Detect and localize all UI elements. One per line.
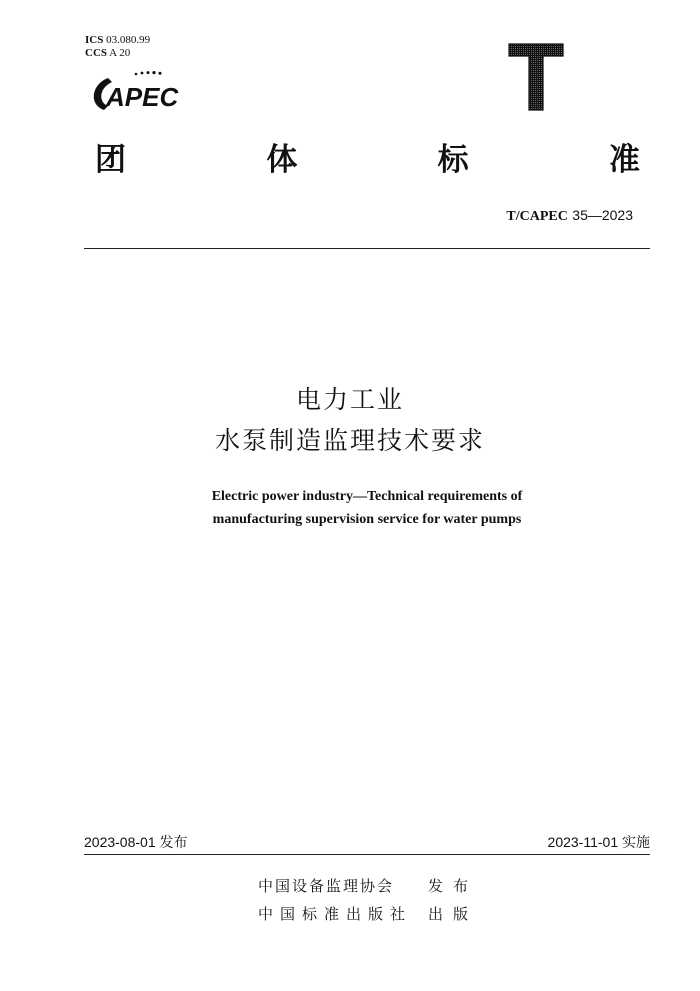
- capec-logo: [86, 68, 190, 114]
- english-title-line-2: manufacturing supervision service for water pumps: [212, 512, 522, 527]
- ics-line: [85, 34, 150, 47]
- title-char: 体: [266, 142, 298, 178]
- ccs-label: CCS: [85, 47, 108, 59]
- chinese-title-line-2: 水泵制造监理技术要求: [214, 426, 485, 455]
- issue-date: 2023-08-01 发布: [84, 834, 188, 850]
- classification-codes: [85, 34, 150, 60]
- publisher-row-press: [258, 904, 478, 924]
- ics-code: 03.080.99: [106, 34, 151, 46]
- logo-text: APEC: [106, 82, 179, 112]
- standard-type-mark: [507, 42, 565, 112]
- publisher-row-issuer: [258, 876, 478, 896]
- ccs-code: A 20: [109, 47, 131, 59]
- publisher-action: 出版: [428, 905, 479, 923]
- publisher-org: 中国设备监理协会: [258, 877, 395, 895]
- footer-divider: [84, 854, 650, 855]
- english-title-line-1: Electric power industry—Technical requirements of: [211, 489, 523, 504]
- document-category-title: [95, 140, 640, 184]
- implementation-date: 2023-11-01 实施: [547, 834, 650, 850]
- publisher-org: 中国标准出版社: [258, 905, 413, 923]
- title-char: 准: [608, 142, 640, 178]
- title-char: 标: [437, 142, 469, 178]
- ccs-line: [85, 47, 150, 60]
- publisher-action: 发布: [428, 877, 479, 895]
- standard-number: [506, 207, 633, 225]
- ics-label: ICS: [85, 34, 104, 46]
- header-divider: [84, 248, 650, 249]
- english-title: [0, 485, 700, 531]
- standard-code: 35—2023: [572, 207, 633, 223]
- standard-prefix: T/CAPEC: [506, 209, 568, 224]
- title-char: 团: [95, 142, 126, 178]
- chinese-title-line-1: 电力工业: [295, 385, 404, 414]
